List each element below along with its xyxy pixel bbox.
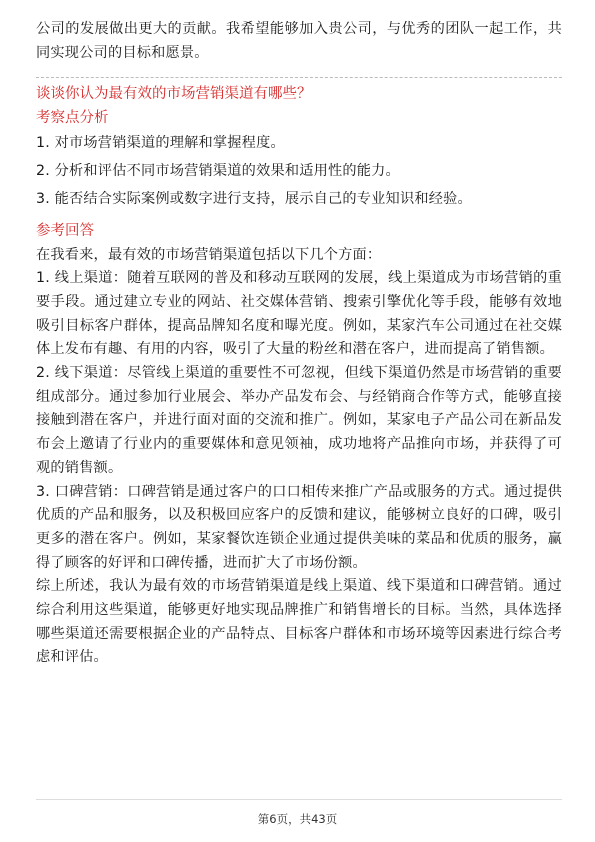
- answer-point: 3. 口碑营销：口碑营销是通过客户的口口相传来推广产品或服务的方式。通过提供优质的产品和服务，以及积极回应客户的反馈和建议，能够树立良好的口碑，吸引更多的潜在客户。例如，某家餐饮连锁企业通过提供美味的菜品和优质的服务，赢得了顾客的好评和口碑传播，进而扩大了市场份额。: [36, 483, 562, 571]
- page-content: [36, 18, 562, 670]
- answer-point: 2. 线下渠道：尽管线上渠道的重要性不可忽视，但线下渠道仍然是市场营销的重要组成部分。通过参加行业展会、举办产品发布会、与经销商合作等方式，能够直接接触到潜在客户，并进行面对面的交流和推广。例如，某家电子产品公司在新品发布会上邀请了行业内的重要媒体和意见领袖，成功地将产品推向市场，并获得了可观的销售额。: [36, 365, 562, 476]
- answer-conclusion: 综上所述，我认为最有效的市场营销渠道是线上渠道、线下渠道和口碑营销。通过综合利用这些渠道，能够更好地实现品牌推广和销售增长的目标。当然，具体选择哪些渠道还需要根据企业的产品特点、目标客户群体和市场环境等因素进行综合考虑和评估。: [36, 578, 562, 666]
- answer-point: 1. 线上渠道：随着互联网的普及和移动互联网的发展，线上渠道成为市场营销的重要手段。通过建立专业的网站、社交媒体营销、搜索引擎优化等手段，能够有效地吸引目标客户群体，提高品牌知名度和曝光度。例如，某家汽车公司通过在社交媒体上发布有趣、有用的内容，吸引了大量的粉丝和潜在客户，进而提高了销售额。: [36, 270, 562, 358]
- analysis-heading: 考察点分析: [36, 110, 109, 127]
- question-title: 谈谈你认为最有效的市场营销渠道有哪些？: [36, 86, 312, 103]
- page-number: 第6页，共43页: [257, 812, 338, 826]
- answer-heading: 参考回答: [36, 222, 94, 239]
- footer-divider: [36, 799, 562, 800]
- analysis-item: 1. 对市场营销渠道的理解和掌握程度。: [36, 135, 285, 152]
- analysis-item: 2. 分析和评估不同市场营销渠道的效果和适用性的能力。: [36, 163, 400, 180]
- answer-lead: 在我看来，最有效的市场营销渠道包括以下几个方面：: [36, 246, 382, 263]
- section-divider: [36, 77, 562, 78]
- intro-paragraph: 公司的发展做出更大的贡献。我希望能够加入贵公司，与优秀的团队一起工作，共同实现公司的目标和愿景。: [36, 21, 562, 61]
- analysis-item: 3. 能否结合实际案例或数字进行支持，展示自己的专业知识和经验。: [36, 190, 472, 207]
